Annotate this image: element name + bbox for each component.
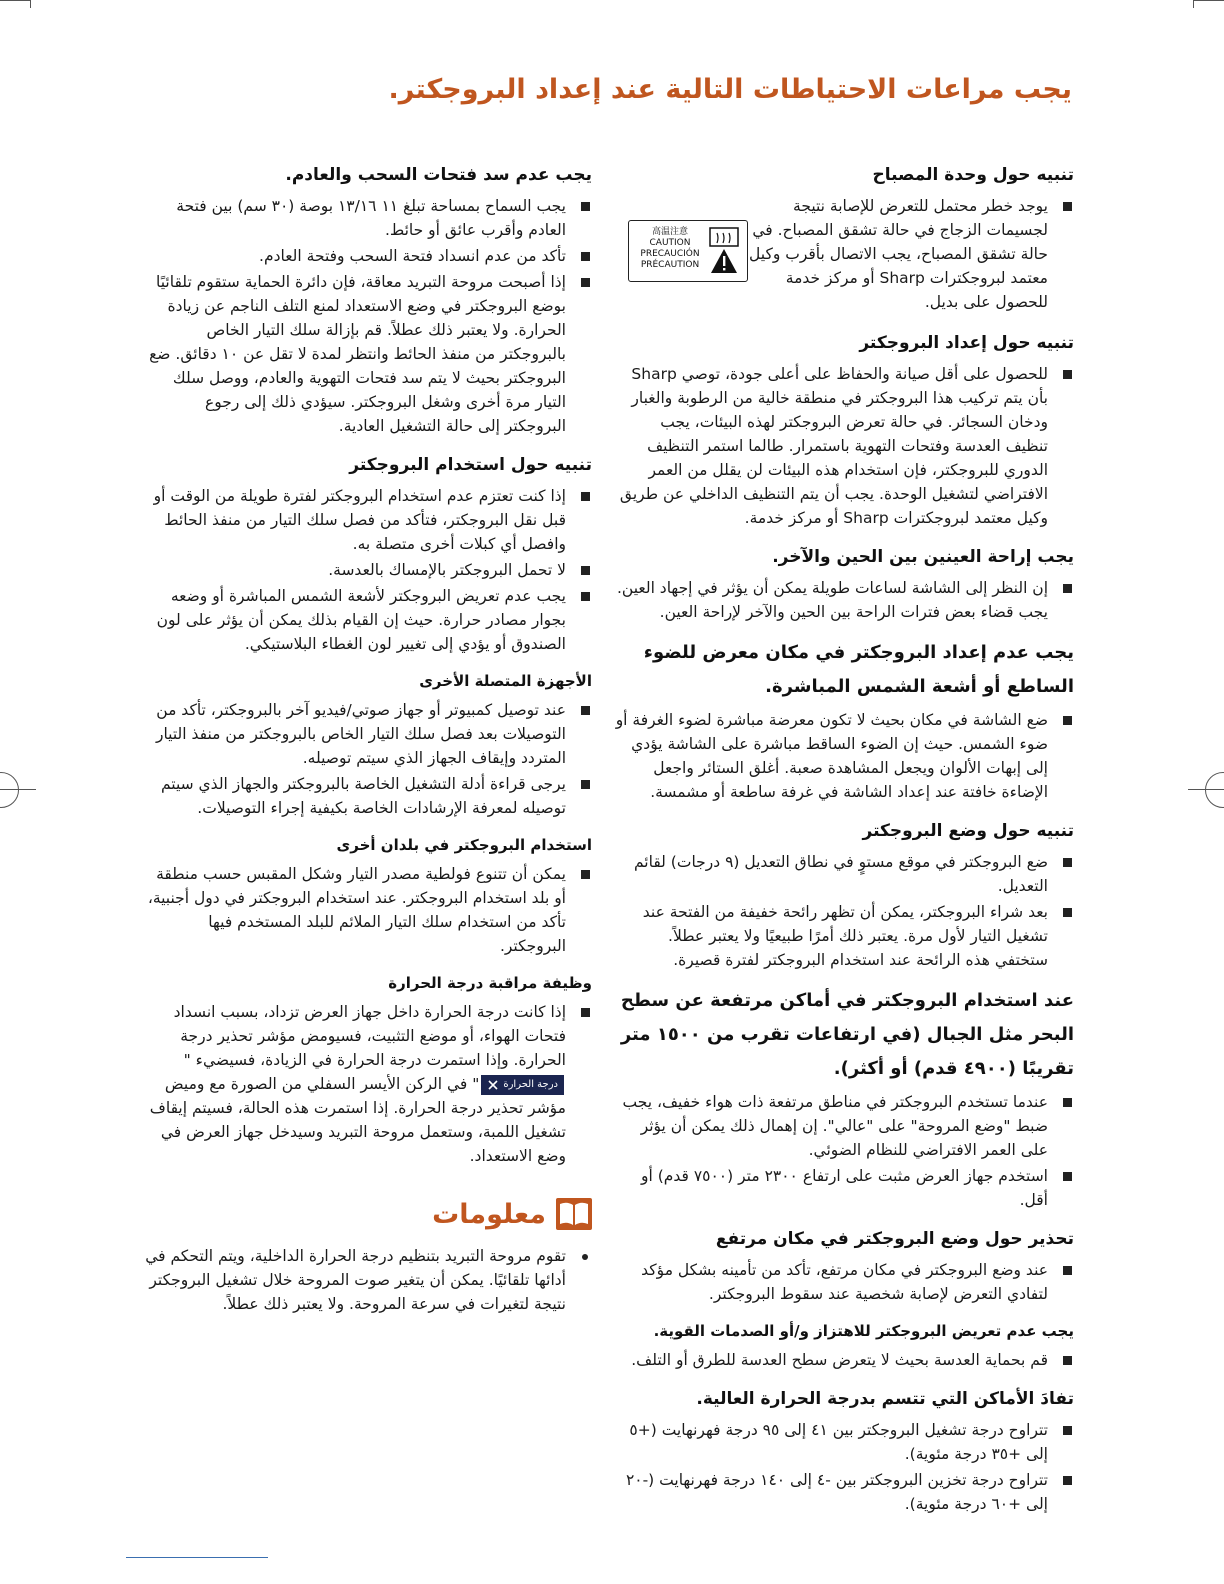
list-item [142,1000,592,1168]
left-column [142,160,592,1328]
list-item-text: " في الركن الأيسر السفلي من الصورة مع وميض مؤشر تحذير درجة الحرارة. إذا استمرت هذه الحالة، فسيتم إيقاف تشغيل اللمبة، وستعمل مروحة التبريد وسيدخل جهاز العرض في وضع الاستعداد. [149,1075,566,1165]
section-eye-rest [614,542,1074,624]
section-heading: تنبيه حول وحدة المصباح [872,165,1074,185]
section-setup-caution [614,328,1074,530]
registration-mark [1188,789,1224,790]
section-vibration [614,1318,1074,1372]
temperature-warning-badge [481,1075,564,1095]
section-heading: وظيفة مراقبة درجة الحرارة [388,974,592,992]
list-item: إذا كنت تعتزم عدم استخدام البروجكتر لفترة طويلة من الوقت أو قبل نقل البروجكتر، فتأكد من فصل سلك التيار من منفذ الحائط وافصل أي كبلات أخرى متصلة به. [142,484,592,556]
list-item: إذا أصبحت مروحة التبريد معاقة، فإن دائرة الحماية ستقوم تلقائيًا بوضع البروجكتر في وضع الاستعداد لمنع التلف الناجم عن زيادة الحرارة. ولا يعتبر ذلك عطلاً. قم بإزالة سلك التيار الخاص بالبروجكتر من منفذ الحائط وانتظر لمدة لا تقل عن ١٠ دقائق. ضع البروجكتر بحيث لا يتم سد فتحات التهوية والعادم، ووصل سلك التيار مرة أخرى وشغل البروجكتر. سيؤدي ذلك إلى رجوع البروجكتر إلى حالة التشغيل العادية. [142,270,592,438]
list-item: يمكن أن تتنوع فولطية مصدر التيار وشكل المقبس حسب منطقة أو بلد استخدام البروجكتر. عند استخدام البروجكتر في دول أجنبية، تأكد من استخدام سلك التيار الملائم للبلد المستخدم فيها البروجكتر. [142,862,592,958]
section-high-temperature [614,1384,1074,1516]
section-temperature-monitor [142,970,592,1168]
section-vents [142,160,592,438]
list-item: للحصول على أقل صيانة والحفاظ على أعلى جودة، توصي Sharp بأن يتم تركيب هذا البروجكتر في منطقة خالية من الرطوبة والغبار ودخان السجائر. في حالة تعرض البروجكتر لهذه البيئات، يجب تنظيف العدسة وفتحات التهوية باستمرار. طالما استمر التنظيف الدوري للبروجكتر، فإن استخدام هذه البيئات لن يقلل من العمر الافتراضي لتشغيل الوحدة. يجب أن يتم التنظيف الداخلي عن طريق وكيل معتمد لبروجكترات Sharp أو مركز خدمة. [614,362,1074,530]
crop-mark [1194,0,1224,1]
section-heading: تنبيه حول استخدام البروجكتر [349,455,592,475]
section-heading: تحذير حول وضع البروجكتر في مكان مرتفع [715,1229,1074,1249]
section-lamp-caution [614,160,1074,316]
section-bright-light [614,636,1074,804]
list-item: ضع البروجكتر في موقع مستوٍ في نطاق التعديل (٩ درجات) لقائم التعديل. [614,850,1074,898]
list-item: يوجد خطر محتمل للتعرض للإصابة نتيجة لجسيمات الزجاج في حالة تشقق المصباح. في حالة تشقق المصباح، يجب الاتصال بأقرب وكيل معتمد لبروجكترات Sharp أو مركز خدمة للحصول على بديل. [614,194,1074,314]
list-item: عندما تستخدم البروجكتر في مناطق مرتفعة ذات هواء خفيف، يجب ضبط "وضع المروحة" على "عالي". إن إهمال ذلك يمكن أن يؤثر على العمر الافتراضي للنظام الضوئي. [614,1090,1074,1162]
section-heading: تنبيه حول إعداد البروجكتر [859,333,1074,353]
info-title: معلومات [432,1198,546,1230]
section-heading: يجب عدم سد فتحات السحب والعادم. [285,165,592,185]
section-connected-devices [142,668,592,820]
list-item: تتراوح درجة تخزين البروجكتر بين -٤ إلى ١٤٠ درجة فهرنهايت (-٢٠ إلى +٦٠ درجة مئوية). [614,1468,1074,1516]
list-item: يرجى قراءة أدلة التشغيل الخاصة بالبروجكتر والجهاز الذي سيتم توصيله لمعرفة الإرشادات الخاصة بكيفية إجراء التوصيلات. [142,772,592,820]
section-heading: تفادَ الأماكن التي تتسم بدرجة الحرارة العالية. [696,1389,1074,1409]
list-item: تقوم مروحة التبريد بتنظيم درجة الحرارة الداخلية، ويتم التحكم في أدائها تلقائيًا. يمكن أن يتغير صوت المروحة خلال تشغيل البروجكتر نتيجة لتغيرات في سرعة المروحة. ولا يعتبر ذلك عطلاً. [142,1244,592,1316]
section-heading: الأجهزة المتصلة الأخرى [419,672,592,690]
registration-mark [0,789,36,790]
crop-mark [1193,0,1194,8]
book-icon [556,1198,592,1230]
list-item: ضع الشاشة في مكان بحيث لا تكون معرضة مباشرة لضوء الغرفة أو ضوء الشمس. حيث إن الضوء الساقط مباشرة على الشاشة يؤدي إلى إبهات الألوان ويجعل المشاهدة صعبة. أغلق الستائر واجعل الإضاءة خافتة عند إعداد الشاشة في غرفة ساطعة أو مشمسة. [614,708,1074,804]
section-heading: يجب عدم تعريض البروجكتر للاهتزاز و/أو الصدمات القوية. [653,1322,1074,1340]
list-item-text: إذا كانت درجة الحرارة داخل جهاز العرض تزداد، بسبب انسداد فتحات الهواء، أو موضع التثبيت، فسيومض مؤشر تحذير درجة الحرارة. وإذا استمرت درجة الحرارة في الزيادة، فسيضيء " [173,1003,566,1069]
page-title: يجب مراعات الاحتياطات التالية عند إعداد البروجكتر. [388,74,1072,105]
list-item: تأكد من عدم انسداد فتحة السحب وفتحة العادم. [142,244,592,268]
section-placement-caution [614,816,1074,972]
section-usage-caution [142,450,592,656]
list-item: لا تحمل البروجكتر بالإمساك بالعدسة. [142,558,592,582]
caution-label-text: 高温注意 CAUTION PRECAUCIÓN PRÉCAUTION [640,227,700,270]
registration-mark [1205,772,1224,808]
list-item: عند توصيل كمبيوتر أو جهاز صوتي/فيديو آخر بالبروجكتر، تأكد من التوصيلات بعد فصل سلك التيار الخاص بالبروجكتر من منفذ التيار المتردد وإيقاف الجهاز الذي سيتم توصيله. [142,698,592,770]
crop-mark [0,0,30,1]
section-other-countries [142,832,592,958]
section-heading: استخدام البروجكتر في بلدان أخرى [336,836,592,854]
section-heading: تنبيه حول وضع البروجكتر [862,821,1074,841]
list-item: إن النظر إلى الشاشة لساعات طويلة يمكن أن يؤثر في إجهاد العين. يجب قضاء بعض فترات الراحة بين الحين والآخر لإراحة العين. [614,576,1074,624]
list-item: يجب عدم تعريض البروجكتر لأشعة الشمس المباشرة أو وضعه بجوار مصادر حرارة. حيث إن القيام بذلك يمكن أن يؤثر على لون الصندوق أو يؤدي إلى تغيير لون الغطاء البلاستيكي. [142,584,592,656]
list-item: تتراوح درجة تشغيل البروجكتر بين ٤١ إلى ٩٥ درجة فهرنهايت (+٥ إلى +٣٥ درجة مئوية). [614,1418,1074,1466]
section-high-place-warning [614,1224,1074,1306]
section-heading: عند استخدام البروجكتر في أماكن مرتفعة عن سطح البحر مثل الجبال (في ارتفاعات تقرب من ١٥٠٠ متر تقريبًا (٤٩٠٠ قدم) أو أكثر). [620,990,1074,1079]
list-item: استخدم جهاز العرض مثبت على ارتفاع ٢٣٠٠ متر (٧٥٠٠ قدم) أو أقل. [614,1164,1074,1212]
info-heading [142,1198,592,1230]
list-item: يجب السماح بمساحة تبلغ ١١ ١٣/١٦ بوصة (٣٠ سم) بين فتحة العادم وأقرب عائق أو حائط. [142,194,592,242]
footer-rule [126,1557,268,1558]
crop-mark [30,0,31,8]
section-info [142,1244,592,1316]
section-high-altitude [614,984,1074,1212]
list-item: عند وضع البروجكتر في مكان مرتفع، تأكد من تأمينه بشكل مؤكد لتفادي التعرض لإصابة شخصية عند سقوط البروجكتر. [614,1258,1074,1306]
thermometer-cross-icon [487,1079,499,1091]
list-item: بعد شراء البروجكتر، يمكن أن تظهر رائحة خفيفة من الفتحة عند تشغيل التيار لأول مرة. يعتبر ذلك أمرًا طبيعيًا ولا يعتبر عطلاً. ستختفي هذه الرائحة عند استخدام البروجكتر لفترة قصيرة. [614,900,1074,972]
section-heading: يجب عدم إعداد البروجكتر في مكان معرض للضوء الساطع أو أشعة الشمس المباشرة. [643,642,1074,697]
list-item: قم بحماية العدسة بحيث لا يتعرض سطح العدسة للطرق أو التلف. [614,1348,1074,1372]
right-column [614,160,1074,1528]
registration-mark [0,772,19,808]
section-heading: يجب إراحة العينين بين الحين والآخر. [772,547,1074,567]
temperature-badge-label: درجة الحرارة [503,1078,558,1090]
